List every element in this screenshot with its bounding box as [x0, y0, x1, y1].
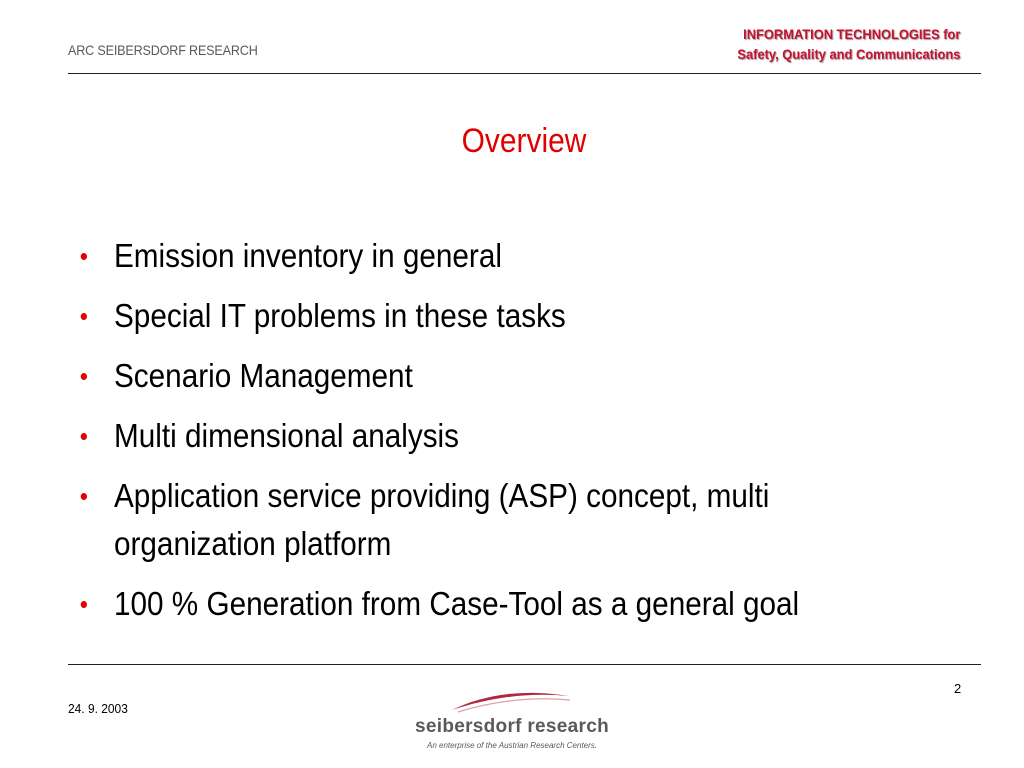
footer-date: 24. 9. 2003	[68, 701, 128, 716]
slide-title: Overview	[461, 122, 587, 160]
bullet-text: 100 % Generation from Case-Tool as a general goal	[114, 585, 800, 622]
logo-swoosh-icon	[450, 686, 574, 716]
tagline-line-2: Safety, Quality and Communications	[736, 46, 960, 62]
bullet-item	[78, 352, 996, 400]
bullet-text: Multi dimensional analysis	[114, 417, 460, 454]
bullet-list	[78, 232, 958, 640]
header-organization: ARC SEIBERSDORF RESEARCH	[68, 42, 258, 58]
bullet-text: Special IT problems in these tasks	[114, 297, 566, 334]
bullet-text: Application service providing (ASP) concept, multi organization platform	[114, 477, 770, 562]
header-divider	[68, 73, 981, 74]
header-tagline	[737, 24, 960, 64]
bullet-item	[78, 580, 996, 628]
logo-name: seibersdorf research	[415, 716, 609, 737]
bullet-marker: •	[79, 361, 88, 391]
bullet-marker: •	[79, 481, 88, 511]
bullet-item	[78, 412, 996, 460]
bullet-item	[78, 232, 996, 280]
bullet-marker: •	[79, 301, 88, 331]
bullet-marker: •	[79, 589, 88, 619]
bullet-item	[78, 292, 996, 340]
page-number: 2	[954, 681, 962, 696]
footer-divider	[68, 664, 981, 665]
bullet-text: Emission inventory in general	[114, 237, 502, 274]
bullet-marker: •	[79, 421, 88, 451]
bullet-item	[78, 472, 897, 568]
bullet-text: Scenario Management	[114, 357, 413, 394]
bullet-marker: •	[79, 241, 88, 271]
logo-subtitle: An enterprise of the Austrian Research Centers.	[426, 741, 597, 750]
tagline-line-1: INFORMATION TECHNOLOGIES for	[742, 26, 960, 42]
